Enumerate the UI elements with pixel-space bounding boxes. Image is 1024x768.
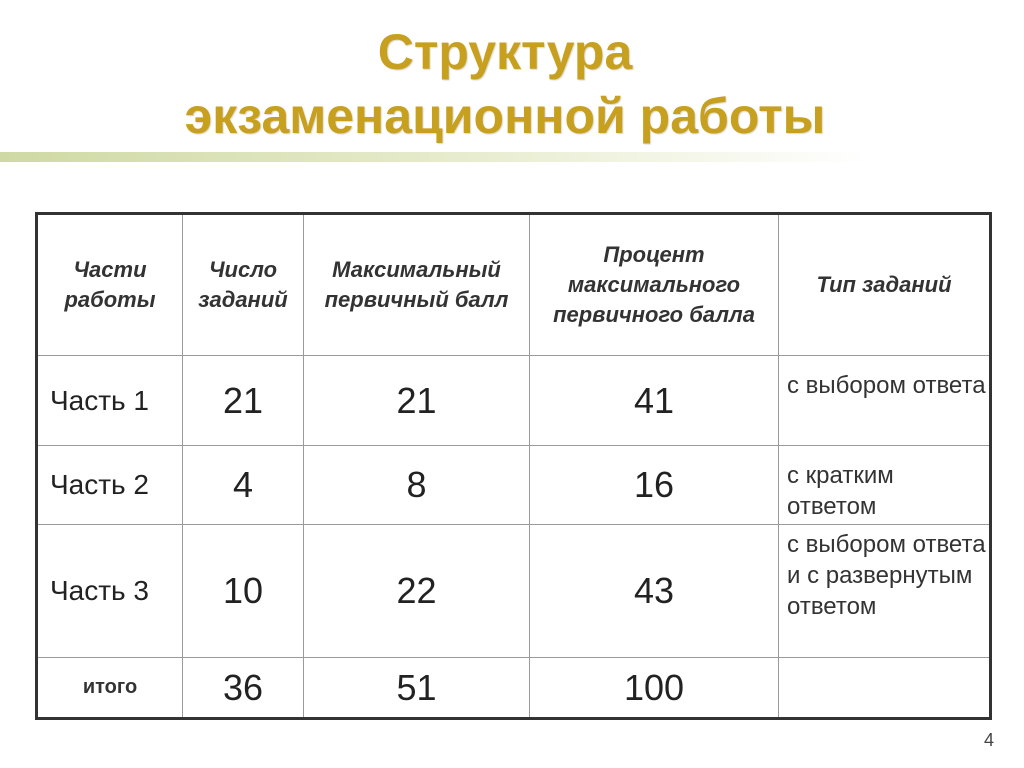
row-percent: 16 [530,446,779,525]
header-percent: Процент максимального первичного балла [530,214,779,356]
row-percent: 41 [530,356,779,446]
row-max-score: 8 [304,446,530,525]
header-task-type: Тип заданий [779,214,991,356]
header-parts: Части работы [37,214,183,356]
row-max-score: 21 [304,356,530,446]
exam-structure-table [35,212,992,720]
total-task-count: 36 [183,658,304,719]
total-percent: 100 [530,658,779,719]
row-task-type: с кратким ответом [779,446,991,525]
row-percent: 43 [530,525,779,658]
row-part-label: Часть 1 [37,356,183,446]
exam-structure-table-wrapper [35,212,989,717]
header-max-score: Максимальный первичный балл [304,214,530,356]
title-line-2: экзаменационной работы [184,88,826,144]
total-label: итого [37,658,183,719]
table-header-row [37,214,991,356]
page-number: 4 [983,730,994,750]
table-total-row [37,658,991,719]
row-task-type: с выбором ответа и с развернутым ответом [779,525,991,658]
row-task-count: 21 [183,356,304,446]
row-part-label: Часть 2 [37,446,183,525]
total-max-score: 51 [304,658,530,719]
title-line-1: Структура [377,24,633,80]
table-row [37,446,991,525]
row-max-score: 22 [304,525,530,658]
header-task-count: Число заданий [183,214,304,356]
total-task-type [779,658,991,719]
title-underline [0,152,870,162]
table-row [37,525,991,658]
row-task-count: 4 [183,446,304,525]
row-task-type: с выбором ответа [779,356,991,446]
table-row [37,356,991,446]
slide-title [0,22,1010,146]
row-part-label: Часть 3 [37,525,183,658]
row-task-count: 10 [183,525,304,658]
